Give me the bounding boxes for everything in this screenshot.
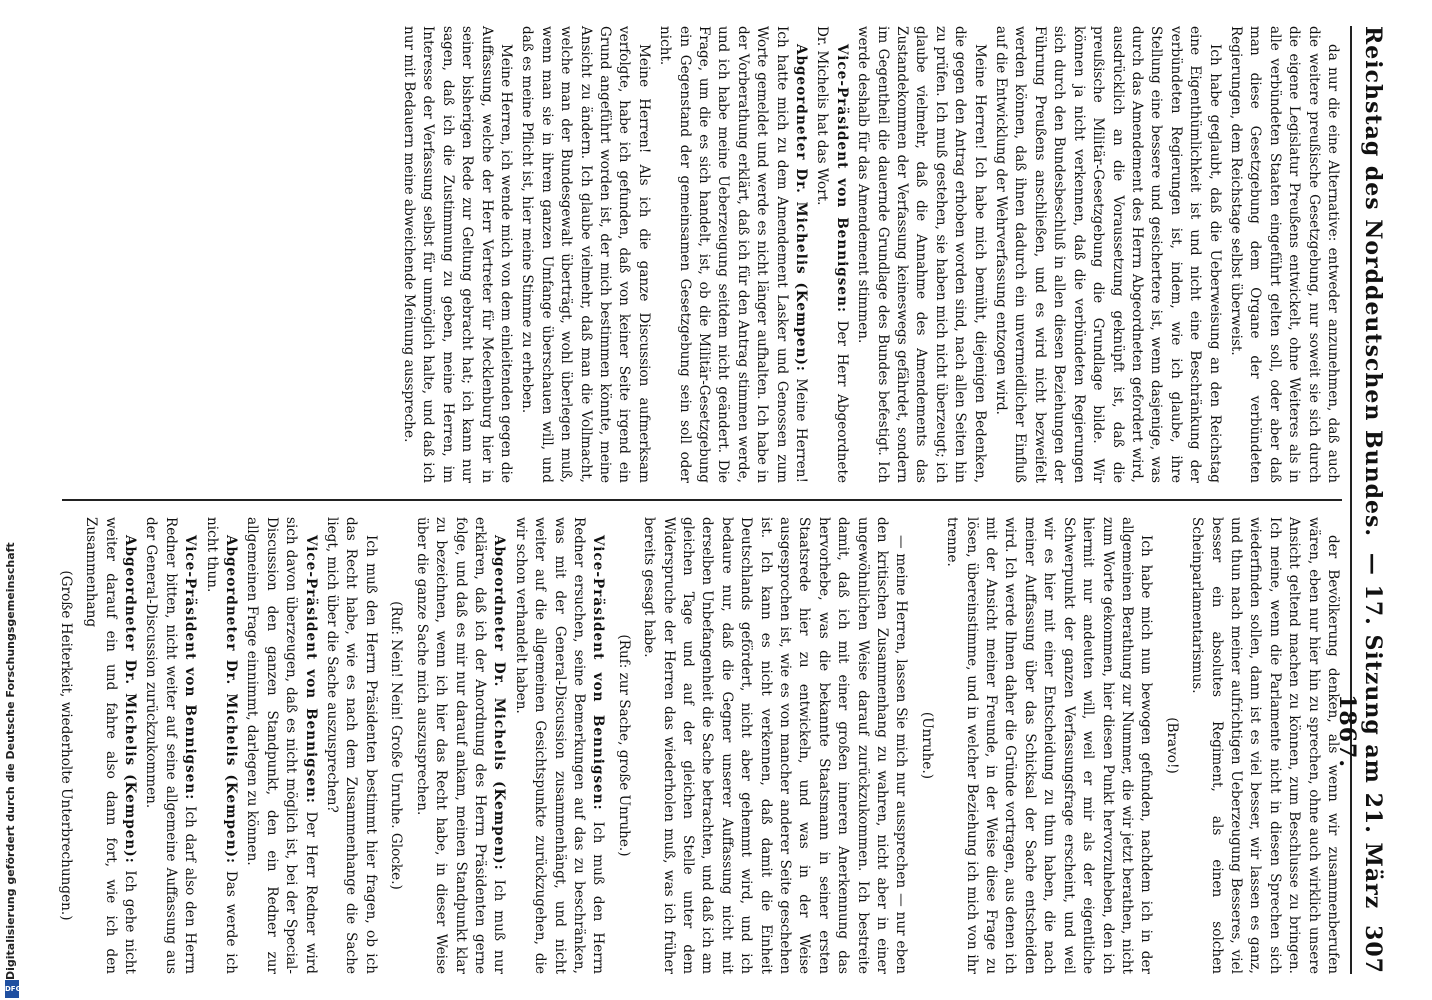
speech-text: Ich muß nur erklären, daß ich der Anordnung des Herrn Präsidenten gerne folge, und daß es mir nur darauf ankam, meinen Standpunkt klar zu bezeichnen, wenn ich hier das Recht habe, in dieser Weise über die ganze Sache mich auszusprechen. bbox=[413, 516, 508, 974]
speech-text: Der Herr Redner wird sich davon überzeugen, daß es nicht möglich ist, bei der Special-Discussion den ganzen Standpunkt, den ein Redner zur allgemeinen Frage einnimmt, darlegen zu können. bbox=[244, 516, 319, 975]
text-paragraph: Ich habe geglaubt, daß die Ueberweisung an den Reichstag eine Eigenthümlichkeit ist und nicht eine Beschränkung der verbündeten Regierungen ist, indem, wie ich glaube, ihre Stellung eine bessere und gesichertere ist, wenn dasjenige, was durch das Amendement des Herrn Abgeordneten gefordert wird, ausdrücklich an die Voraussetzung geknüpft ist, daß die preußische Militär-Gesetzgebung die Grundlage bilde. Wir können ja nicht verkennen, daß die verbündeten Regierungen sich durch den Bundesbeschluß in allen diesen Beziehungen der Führung Preußens anschließen, und es wird nicht bezweifelt werden können, daß ihnen dadurch ein unvermeidlicher Einfluß auf die Entwicklung der Wehrverfassung entzogen wird. bbox=[993, 26, 1223, 484]
header-title: Reichstag des Norddeutschen Bundes. bbox=[1360, 26, 1386, 538]
header-session: — 17. Sitzung am 21. März 1867. bbox=[1334, 552, 1386, 910]
speech-text: Ich gehe nicht weiter darauf ein und fahre also dann fort, wie ich den Zusammenhang bbox=[83, 516, 139, 974]
text-paragraph: Meine Herren, ich wende mich von dem einleitenden gegen die Auffassung, welche der Herr Vertreter für Mecklenburg hier in seiner bisherigen Rede zur Geltung gebracht hat; ich kann nur sagen, daß ich die Zustimmung zu geben, meine Herren, im Interesse der Verfassung selbst für unmöglich halte, und daß ich nur mit Bedauern meine abweichende Meinung ausspreche. bbox=[400, 26, 514, 484]
speech-paragraph bbox=[411, 517, 508, 974]
digitization-footer bbox=[2, 420, 22, 1000]
text-paragraph: Ich muß den Herrn Präsidenten bestimmt hier fragen, ob ich das Recht habe, wie es nach dem Zusammenhange die Sache liegt, mich über die Sache auszusprechen? bbox=[324, 516, 379, 974]
speaker-name: Abgeordneter Dr. Michelis (Kempen): bbox=[122, 534, 139, 864]
speaker-name: Vice-Präsident von Bennigsen: bbox=[833, 44, 850, 313]
dfg-logo-icon: DFG bbox=[5, 980, 19, 998]
speech-paragraph bbox=[141, 517, 199, 974]
speech-text: Ich darf also den Herrn Redner bitten, nicht weiter auf seine allgemeine Auffassung aus der General-Discussion zurückzukommen. bbox=[143, 516, 199, 974]
text-columns bbox=[57, 26, 1342, 975]
speech-paragraph bbox=[812, 26, 851, 483]
funding-notice: Digitalisierung gefördert durch die Deutsche Forschungsgemeinschaft bbox=[4, 542, 17, 980]
text-paragraph: Meine Herren! Als ich die ganze Discussion aufmerksam verfolgte, habe ich gefunden, daß von keiner Seite irgend ein Grund angeführt worden ist, der mich bestimmen könnte, meine Ansicht zu ändern. Ich glaube vielmehr, daß man die Vollmacht, welche man der Bundesgewalt überträgt, wohl überlegen muß, wenn man sie in ihrem ganzen Umfange überschauen will, und daß es meine Pflicht ist, hier meine Stimme zu erheben. bbox=[519, 26, 652, 484]
interjection: (Unruhe.) bbox=[918, 711, 935, 780]
speech-text: Meine Herren! Ich hatte mich zu dem Amendement Lasker und Genossen zum Worte gemeldet und werde es nicht länger aufhalten. Ich habe in der Vorberathung erklärt, daß ich für den Antrag stimmen werde, und ich habe meine Ueberzeugung seitdem nicht geändert. Die Frage, um die es sich handelt, ist, ob die Militär-Gesetzgebung ein Gegenstand der gemeinsamen Gesetzgebung sein soll oder nicht. bbox=[657, 26, 810, 484]
speech-text: Das werde ich nicht thun. bbox=[203, 516, 240, 974]
speaker-name: Vice-Präsident von Bennigsen: bbox=[590, 534, 607, 811]
speech-text: Der Herr Abgeordnete Dr. Michelis hat das Wort. bbox=[814, 26, 850, 484]
text-paragraph: da nur die eine Alternative: entweder anzunehmen, daß auch die weitere preußische Gesetzgebung, nur soweit sie sich durch die eigene Legislatur Preußens entwickelt, ohne Weiteres als in alle verbündeten Staaten eingeführt gelten soll, oder aber daß man diese Gesetzgebung dem Organe der verbündeten Regierungen, dem Reichstage selbst überweist. bbox=[1227, 26, 1341, 484]
speaker-name: Vice-Präsident von Bennigsen: bbox=[302, 534, 319, 804]
interjection: (Ruf: zur Sache, große Unruhe.) bbox=[615, 634, 632, 857]
page-number: 307 bbox=[1360, 925, 1386, 974]
interjection: (Bravo!) bbox=[1163, 717, 1180, 774]
document-page bbox=[40, 0, 1400, 1000]
speaker-name: Abgeordneter Dr. Michelis (Kempen): bbox=[491, 534, 508, 871]
text-paragraph: der Bevölkerung denken, als wenn wir zusammenberufen wären, eben nur hier hin zu sprechen, ohne auch wirklich unsere Ansicht geltend machen zu können, zum Beschlusse zu bringen. Ich meine, wenn die Parlamente nicht in diesen Sprechen sich wiederfinden sollen, dann ist es viel besser, wir lassen es ganz, und thun nach meiner aufrichtigen Ueberzeugung Besseres, viel besser ein absolutes Regiment, als einen solchen Scheinparlamentarismus. bbox=[1189, 516, 1341, 974]
speech-text: Ich muß den Herrn Redner ersuchen, seine Bemerkungen auf das zu beschränken, was mit der General-Discussion zusammenhängt, und nicht weiter auf die allgemeinen Gesichtspunkte zurückzugehen, die wir schon verhandelt haben. bbox=[512, 516, 607, 974]
speaker-name: Abgeordneter Dr. Michelis (Kempen): bbox=[223, 534, 240, 865]
right-column bbox=[57, 516, 1342, 975]
speech-paragraph bbox=[510, 517, 607, 974]
page-header bbox=[1334, 26, 1386, 974]
text-paragraph: Ich habe mich nun bewogen gefunden, nachdem ich in der allgemeinen Berathung zur Nummer, die wir jetzt berathen, nicht zum Worte gekommen, hier diesen Punkt hervorzuheben, den ich hiermit nur andeuten will, weil er mir als der eigentliche Schwerpunkt der ganzen Verfassungsfrage erscheint, und weil wir es hier mit einer Entscheidung zu thun haben, die nach meiner Auffassung über das Schicksal der Sache entscheiden wird. Ich werde Ihnen daher die Gründe vortragen, aus denen ich mit der Ansicht meiner Freunde, in der Weise diese Frage zu lösen, übereinstimme, und in welcher Beziehung ich mich von ihr trenne. bbox=[944, 516, 1155, 974]
speech-paragraph bbox=[655, 26, 810, 483]
speech-paragraph bbox=[242, 517, 320, 974]
speech-paragraph bbox=[81, 517, 139, 974]
interjection: (Ruf: Nein! Nein! Große Unruhe. Glocke.) bbox=[388, 601, 405, 890]
speech-paragraph bbox=[201, 517, 240, 974]
text-paragraph: Meine Herren! Ich habe mich bemüht, diejenigen Bedenken, die gegen den Antrag erhoben worden sind, nach allen Seiten hin zu prüfen. Ich muß gestehen, sie haben mich nicht überzeugt; ich glaube vielmehr, daß die Annahme des Amendements das Zustandekommen der Verfassung keineswegs gefährdet, sondern im Gegentheil die dauernde Grundlage des Bundes befestigt. Ich werde deshalb für das Amendement stimmen. bbox=[855, 26, 988, 484]
speaker-name: Abgeordneter Dr. Michelis (Kempen): bbox=[793, 44, 810, 372]
column-divider bbox=[62, 499, 1342, 501]
left-column bbox=[62, 26, 1342, 483]
interjection: (Große Heiterkeit, wiederholte Unterbrechungen.) bbox=[57, 570, 74, 921]
text-paragraph: — meine Herren, lassen Sie mich nur aussprechen — nur eben den kritischen Zusammenhang zu wahren, nicht aber in einer ungewöhnlichen Weise darauf zurückzukommen. Ich bestreite damit, daß ich mit einer großen inneren Anerkennung das hervorhebe, was die bekannte Staatsmann in seiner ersten Staatsrede hier zu entwickeln, und was in der Weise ausgesprochen ist, wie es von mancher anderer Seite geschehen ist. Ich kann es nicht verkennen, daß damit die Einheit Deutschlands gefördert, nicht aber gehemmt wird, und ich bedaure nur, daß die Gegner unserer Auffassung nicht mit derselben Unbefangenheit die Sache betrachten, und daß ich am gleichen Tage und auf der gleichen Stelle unter dem Widerspruche der Herren das wiederholen muß, was ich früher bereits gesagt habe. bbox=[641, 516, 910, 974]
speaker-name: Vice-Präsident von Bennigsen: bbox=[182, 534, 199, 801]
